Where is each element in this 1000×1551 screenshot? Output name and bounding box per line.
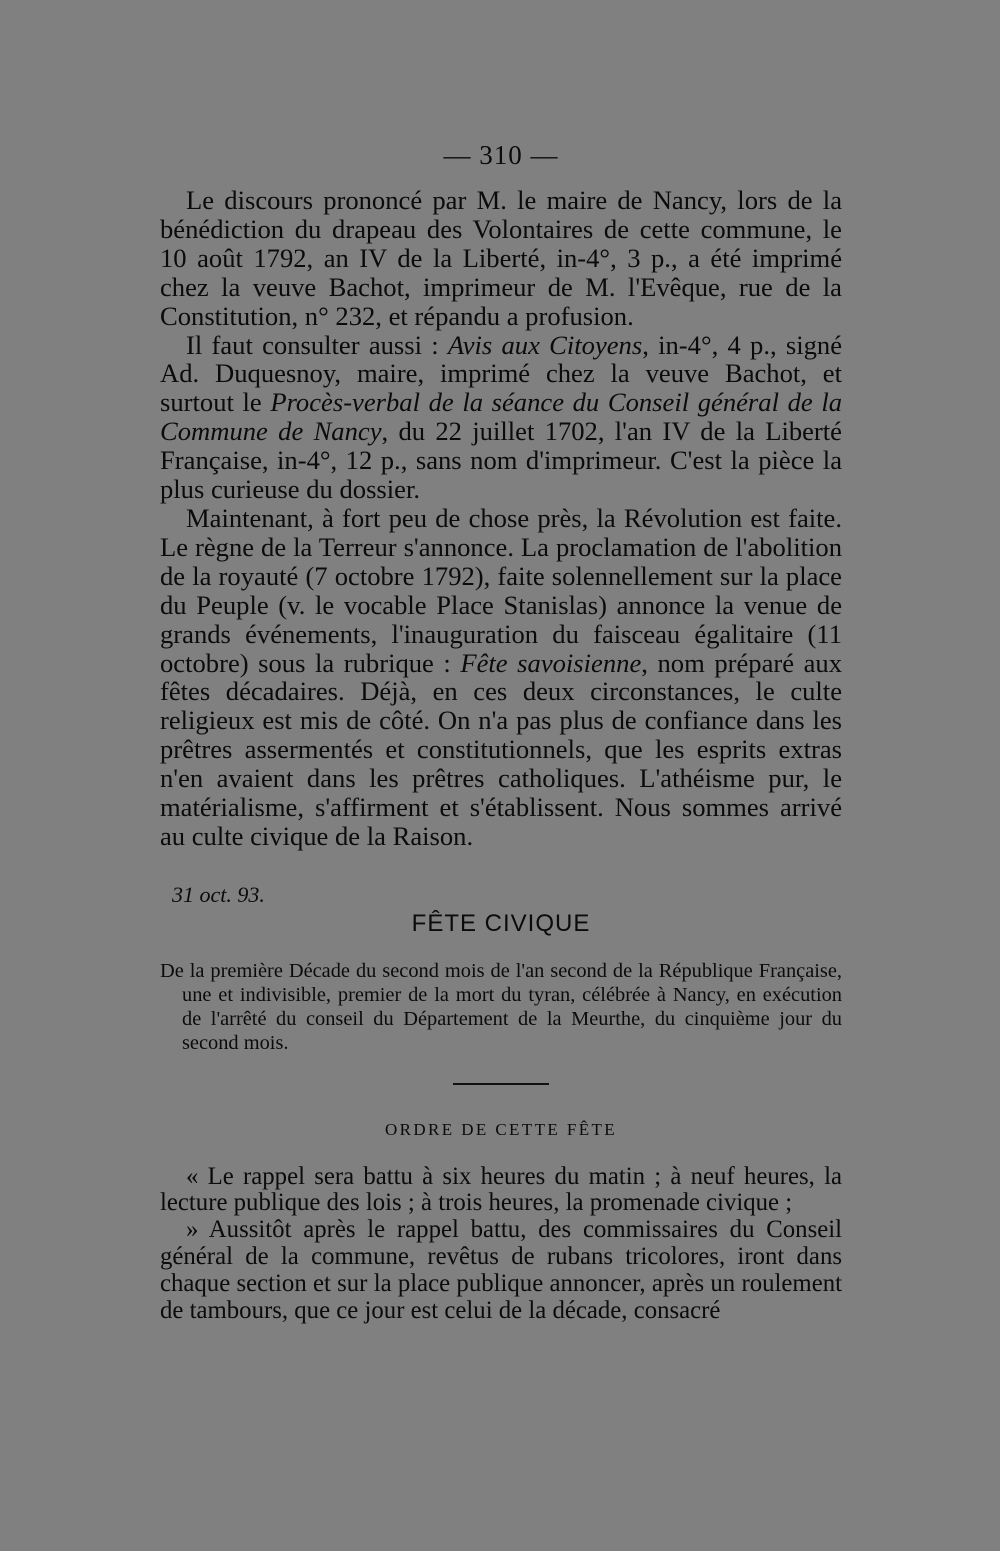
- quote-paragraph-1: « Le rappel sera battu à six heures du matin ; à neuf heures, la lecture publique des lois ; à trois heures, la promenade civique ;: [160, 1162, 842, 1217]
- document-page: [160, 138, 842, 1324]
- paragraph-consulter: [160, 331, 842, 504]
- paragraph-text: , in-4°, 4 p., signé Ad. Duquesnoy, maire, imprimé chez la veuve Bachot, et surtout le: [160, 329, 843, 418]
- paragraph-text: , nom préparé aux fêtes décadaires. Déjà, en ces deux circonstances, le culte religieux est mis de côté. On n'a pas plus de confiance dans les prêtres assermentés et constitutionnels, que les esprits extras n'en avaient dans les prêtres catholiques. L'athéisme pur, le matérialisme, s'affirment et s'établissent. Nous sommes arrivé au culte civique de la Raison.: [160, 647, 842, 851]
- paragraph-discours: Le discours prononcé par M. le maire de Nancy, lors de la bénédiction du drapeau des Volontaires de cette commune, le 10 août 1792, an IV de la Liberté, in-4°, 3 p., a été imprimé chez la veuve Bachot, imprimeur de M. l'Evêque, rue de la Constitution, n° 232, et répandu a profusion.: [160, 185, 842, 331]
- dateline: 31 oct. 93.: [172, 881, 265, 907]
- paragraph-revolution: [160, 504, 842, 851]
- paragraph-text: , du 22 juillet 1702, l'an IV de la Liberté Française, in-4°, 12 p., sans nom d'imprimeur. C'est la pièce la plus curieuse du dossier.: [160, 416, 842, 505]
- order-heading: ORDRE DE CETTE FÊTE: [384, 1119, 618, 1139]
- title-avis-aux-citoyens: Avis aux Citoyens: [447, 329, 643, 360]
- paragraph-text: Il faut consulter aussi :: [186, 329, 448, 360]
- section-divider: [453, 1083, 549, 1085]
- title-proces-verbal: Procès-verbal de la séance du Conseil général de la Commune de Nancy: [160, 387, 842, 447]
- quote-paragraph-2: » Aussitôt après le rappel battu, des commissaires du Conseil général de la commune, revêtus de rubans tricolores, iront dans chaque section et sur la place publique annoncer, après un roulement de tambours, que ce jour est celui de la décade, consacré: [160, 1216, 842, 1324]
- section-subtitle: De la première Décade du second mois de l'an second de la République Française, une et indivisible, premier de la mort du tyran, célébrée à Nancy, en exécution de l'arrêté du conseil du Département de la Meurthe, du cinquième jour du second mois.: [160, 959, 842, 1055]
- title-fete-savoisienne: Fête savoisienne: [460, 647, 642, 678]
- page-number: — 310 —: [443, 140, 559, 170]
- paragraph-text: Maintenant, à fort peu de chose près, la Révolution est faite. Le règne de la Terreur s'annonce. La proclamation de l'abolition de la royauté (7 octobre 1792), faite solennellement sur la place du Peuple (v. le vocable Place Stanislas) annonce la venue de grands événements, l'inauguration du faisceau égalitaire (11 octobre) sous la rubrique :: [160, 502, 842, 678]
- section-title: FÊTE CIVIQUE: [411, 909, 591, 937]
